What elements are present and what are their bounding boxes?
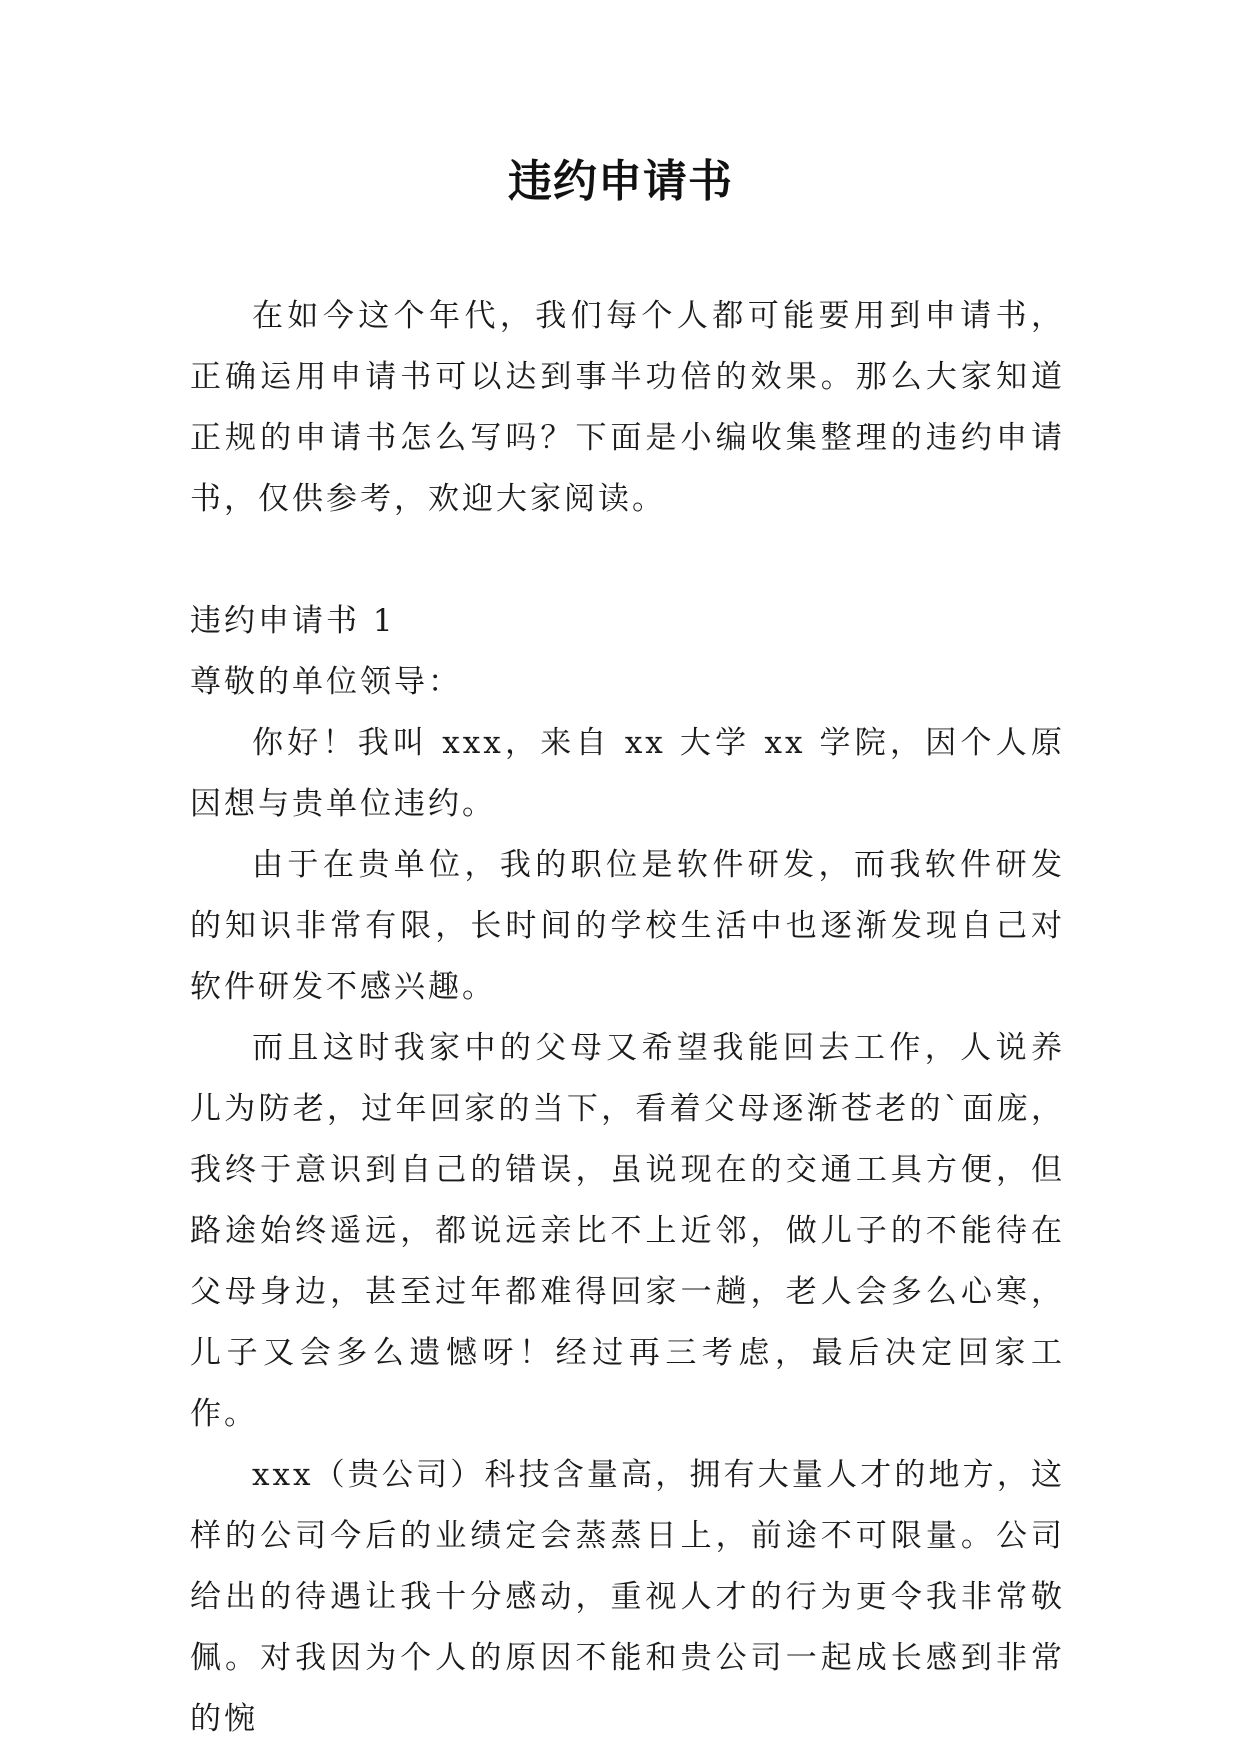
section-heading: 违约申请书 1 bbox=[190, 603, 396, 639]
document-body bbox=[190, 286, 1065, 1750]
intro-paragraph: 在如今这个年代，我们每个人都可能要用到申请书，正确运用申请书可以达到事半功倍的效果。那么大家知道正规的申请书怎么写吗？下面是小编收集整理的违约申请书，仅供参考，欢迎大家阅读。 bbox=[190, 298, 1065, 517]
body-paragraph-1: 你好！我叫 xxx，来自 xx 大学 xx 学院，因个人原因想与贵单位违约。 bbox=[190, 725, 1065, 822]
body-paragraph-2: 由于在贵单位，我的职位是软件研发，而我软件研发的知识非常有限，长时间的学校生活中也逐渐发现自己对软件研发不感兴趣。 bbox=[190, 847, 1065, 1005]
body-paragraph-4: xxx（贵公司）科技含量高，拥有大量人才的地方，这样的公司今后的业绩定会蒸蒸日上，前途不可限量。公司给出的待遇让我十分感动，重视人才的行为更令我非常敬佩。对我因为个人的原因不能和贵公司一起成长感到非常的惋 bbox=[190, 1457, 1065, 1737]
paragraph-spacer bbox=[190, 530, 1065, 591]
body-paragraph-3: 而且这时我家中的父母又希望我能回去工作，人说养儿为防老，过年回家的当下，看着父母逐渐苍老的`面庞，我终于意识到自己的错误，虽说现在的交通工具方便，但路途始终遥远，都说远亲比不上近邻，做儿子的不能待在父母身边，甚至过年都难得回家一趟，老人会多么心寒，儿子又会多么遗憾呀！经过再三考虑，最后决定回家工作。 bbox=[190, 1030, 1065, 1432]
salutation: 尊敬的单位领导： bbox=[190, 664, 462, 700]
document-title: 违约申请书 bbox=[508, 156, 733, 207]
